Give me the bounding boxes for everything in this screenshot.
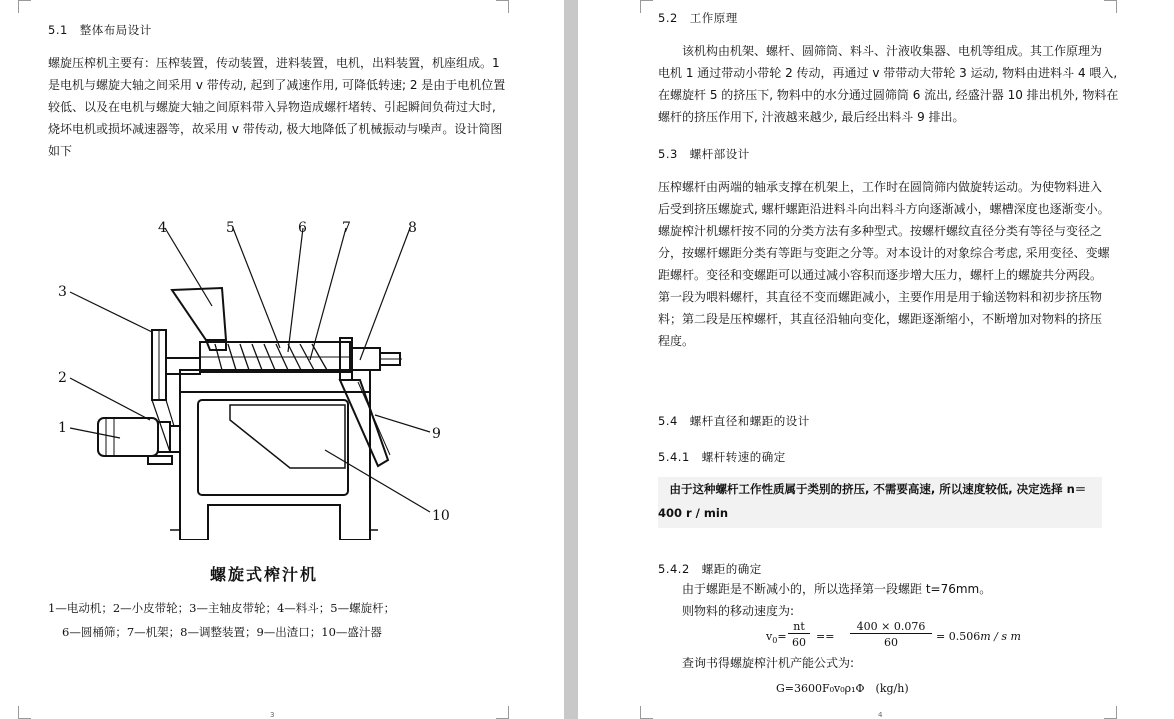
- callout-4: 4: [158, 220, 167, 236]
- callout-8: 8: [408, 220, 417, 236]
- bearing-housing: [350, 348, 380, 370]
- section-heading-5-4-2: 5.4.2 螺距的确定: [658, 562, 762, 576]
- callout-2: 2: [58, 370, 67, 386]
- electric-motor: [98, 418, 158, 456]
- pitch-text-line-2: 则物料的移动速度为:: [682, 604, 795, 618]
- crop-mark: [18, 0, 31, 13]
- frame-window: [198, 400, 348, 495]
- screw-design-paragraph: 压榨螺杆由两端的轴承支撑在机架上，工作时在圆筒筛内做旋转运动。为使物料进入 后受到挤压螺旋式, 螺杆螺距沿进料斗向出料斗方向逐渐减小，螺槽深度也逐渐变小。 螺旋榨汁机螺杆按不同的分类方法有多种型式。按螺杆螺纹直径分类有等径与变径之 分，按螺杆螺距分类有等距与变距之分等。对本设计的对象综合考虑, 采用变径、变螺 距螺杆。变径和变螺距可以通过减小容积而逐步增大压力，螺杆上的螺旋共分两段。 第一段为喂料螺杆，其直径不变而螺距减小，主要作用是用于输送物料和初步挤压物 料；第二段是压榨螺杆，其直径沿轴向变化，螺距逐渐缩小，不断增加对物料的挤压 程度。: [658, 180, 1110, 348]
- layout-paragraph: 螺旋压榨机主要有：压榨装置，传动装置，进料装置，电机，出料装置，机座组成。1 是电机与螺旋大轴之间采用 v 带传动, 起到了减速作用, 可降低转速; 2 是由于电机位置 较低、以及在电机与螺旋大轴之间原料带入异物造成螺杆堵转、引起瞬间负荷过大时, 烧坏电机或损坏减速器等，故采用 v 带传动, 极大地降低了机械振动与噪声。设计简图 如下: [48, 56, 506, 158]
- callout-7: 7: [342, 220, 351, 236]
- callout-10: 10: [432, 508, 450, 524]
- working-principle-paragraph: 该机构由机架、螺杆、圆筛筒、料斗、汁液收集器、电机等组成。其工作原理为 电机 1 通过带动小带轮 2 传动，再通过 v 带带动大带轮 3 运动, 物料由进料斗 4 喂入, 在螺旋杆 5 的挤压下, 物料中的水分通过圆筛筒 6 流出, 经盛汁器 10 排出机外, 物料在 螺杆的挤压作用下, 汁液越来越少, 最后经出料斗 9 排出。: [658, 44, 1119, 124]
- section-heading-5-1: 5.1 整体布局设计: [48, 23, 152, 37]
- callout-1: 1: [58, 420, 67, 436]
- callout-5: 5: [226, 220, 235, 236]
- callout-9: 9: [432, 426, 441, 442]
- callout-6: 6: [298, 220, 307, 236]
- rotation-speed-highlight: 由于这种螺杆工作性质属于类别的挤压, 不需要高速, 所以速度较低, 决定选择 n＝ 400 r / min: [658, 477, 1102, 528]
- crop-mark: [1104, 706, 1117, 719]
- document-page-left: [0, 0, 564, 719]
- page-gutter: [564, 0, 578, 719]
- crop-mark: [1104, 0, 1117, 13]
- juice-collector: [230, 405, 345, 468]
- crop-mark: [18, 706, 31, 719]
- crop-mark: [496, 706, 509, 719]
- pitch-text-line-1: 由于螺距是不断减小的，所以选择第一段螺距 t=76mm。: [682, 582, 992, 596]
- feed-hopper: [172, 288, 226, 340]
- capacity-formula-intro: 查询书得螺旋榨汁机产能公式为:: [682, 656, 855, 670]
- page-number: 4: [878, 711, 883, 719]
- page-number: 3: [270, 711, 275, 719]
- crop-mark: [640, 706, 653, 719]
- section-heading-5-2: 5.2 工作原理: [658, 11, 738, 25]
- figure-legend-line-2: 6—圆桶筛；7—机架；8—调整装置；9—出渣口；10—盛汁器: [62, 625, 382, 639]
- juicer-diagram: [40, 210, 480, 540]
- crop-mark: [640, 0, 653, 13]
- small-pulley: [170, 426, 180, 452]
- figure-legend-line-1: 1—电动机；2—小皮带轮；3—主轴皮带轮；4—料斗；5—螺旋杆；: [48, 601, 396, 615]
- figure-title: 螺旋式榨汁机: [210, 565, 319, 584]
- capacity-formula: G=3600F₀v₀ρ₁Φ (kg/h): [776, 682, 909, 695]
- document-page-right: 5.2 工作原理 该机构由机架、螺杆、圆筛筒、料斗、汁液收集器、电机等组成。其工作原理为 电机 1 通过带动小带轮 2 传动，再通过 v 带带动大带轮 3 运动, 物料由进料斗 4 喂入, 在螺旋杆 5 的挤压下, 物料中的水分通过圆筛筒 6 流出, 经盛汁器 10 排出机外, 物料在 螺杆的挤压作用下, 汁液越来越少, 最后经出料斗 9 排出。 5.3 螺杆部设计 压榨螺杆由两端的轴承支撑在机架上，工作时在圆筒筛内做旋转运动。为使物料进入 后受到挤压螺旋式, 螺杆螺距沿进料斗向出料斗方向逐渐减小，螺槽深度也逐渐变小。 螺旋榨汁机螺杆按不同的分类方法有多种型式。按螺杆螺纹直径分类有等径与变径之 分，按螺杆螺距分类有等距与变距之分等。对本设计的对象综合考虑, 采用变径、变螺 距螺杆。变径和变螺距可以通过减小容积而逐步增大压力，螺杆上的螺旋共分两段。 第一段为喂料螺杆，其直径不变而螺距减小，主要作用是用于输送物料和初步挤压物 料；第二段是压榨螺杆，其直径沿轴向变化，螺距逐渐缩小，不断增加对物料的挤压 程度。 5.4 螺杆直径和螺距的设计 5.4.1 螺杆转速的确定 由于这种螺杆工作性质属于类别的挤压, 不需要高速, 所以速度较低, 决定选择 n＝ 400 r / min 5.4.2 螺距的确定 由于螺距是不断减小的，所以选择第一段螺距 t=76mm。 则物料的移动速度为: $v_0=$ nt 60 == 400 × 0.076 60 = 0.506m / s m 查询书得螺旋榨汁机产能公式为: G=3600F₀v₀ρ₁Φ (kg/h) 4: [578, 0, 1174, 719]
- callout-3: 3: [58, 284, 67, 300]
- crop-mark: [496, 0, 509, 13]
- section-heading-5-4-1: 5.4.1 螺杆转速的确定: [658, 450, 786, 464]
- section-heading-5-4: 5.4 螺杆直径和螺距的设计: [658, 414, 810, 428]
- section-heading-5-3: 5.3 螺杆部设计: [658, 147, 750, 161]
- main-shaft: [166, 358, 200, 374]
